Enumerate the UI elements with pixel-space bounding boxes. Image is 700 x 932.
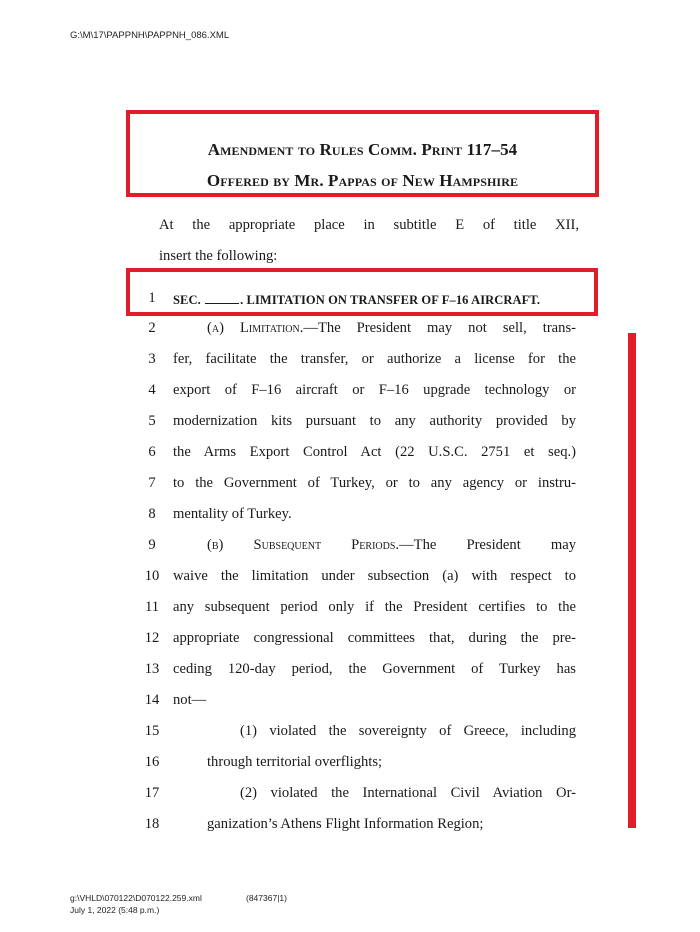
line-number: 3 [148,351,156,367]
line-number: 13 [144,661,160,677]
intro-line-2: insert the following: [159,248,278,264]
text-line: ganization’s Athens Flight Information Region; [207,816,484,832]
text-line: any subsequent period only if the President certifies to the [173,599,576,615]
section-prefix: SEC. [173,293,201,307]
footer-date: July 1, 2022 (5:48 p.m.) [70,905,160,915]
text-line: appropriate congressional committees that, during the pre- [173,630,576,646]
line-number: 2 [148,320,156,336]
text-line: (1) violated the sovereignty of Greece, including [240,723,576,739]
text-line: through territorial overflights; [207,754,383,770]
line-number: 6 [148,444,156,460]
subsection-heading: (b) Subsequent Periods [207,537,396,553]
section-number-blank [205,292,239,304]
line-number: 8 [148,506,156,522]
text-line: fer, facilitate the transfer, or authorize a license for the [173,351,576,367]
line-number: 9 [148,537,156,553]
section-title: . LIMITATION ON TRANSFER OF F–16 AIRCRAFT. [240,293,541,307]
amendment-title: Amendment to Rules Comm. Print 117–54 [207,140,518,159]
file-path-header: G:\M\17\PAPPNH\PAPPNH_086.XML [70,30,230,41]
text-line: to the Government of Turkey, or to any agency or instru- [173,475,576,491]
text-line: ceding 120-day period, the Government of Turkey has [173,661,576,677]
text-line: mentality of Turkey. [173,506,292,522]
line-number: 15 [144,723,160,739]
section-heading [173,292,540,308]
text-line: (2) violated the International Civil Aviation Or- [240,785,576,801]
line-number: 12 [144,630,160,646]
text-line: not— [173,692,207,708]
line-number: 17 [144,785,160,801]
footer-file-path: g:\VHLD\070122\D070122.259.xml [70,893,202,903]
text-line: waive the limitation under subsection (a) with respect to [173,568,576,584]
intro-line-1: At the appropriate place in subtitle E of title XII, [159,217,579,233]
line-number: 14 [144,692,160,708]
line-number: 1 [148,290,156,306]
line-number: 4 [148,382,156,398]
text-line: (a) Limitation.—The President may not sell, trans- [207,320,576,336]
text-line: modernization kits pursuant to any authority provided by [173,413,576,429]
line-number: 16 [144,754,160,770]
text-line: (b) Subsequent Periods.—The President may [207,537,576,553]
footer-document-id: (847367|1) [246,893,287,903]
line-number: 10 [144,568,160,584]
subsection-heading: (a) Limitation [207,320,300,336]
line-number: 5 [148,413,156,429]
text-line: the Arms Export Control Act (22 U.S.C. 2751 et seq.) [173,444,576,460]
text-line: export of F–16 aircraft or F–16 upgrade technology or [173,382,576,398]
line-number: 7 [148,475,156,491]
margin-highlight-bar [628,333,636,828]
offered-by-title: Offered by Mr. Pappas of New Hampshire [206,171,519,190]
line-number: 18 [144,816,160,832]
line-number: 11 [144,599,160,615]
